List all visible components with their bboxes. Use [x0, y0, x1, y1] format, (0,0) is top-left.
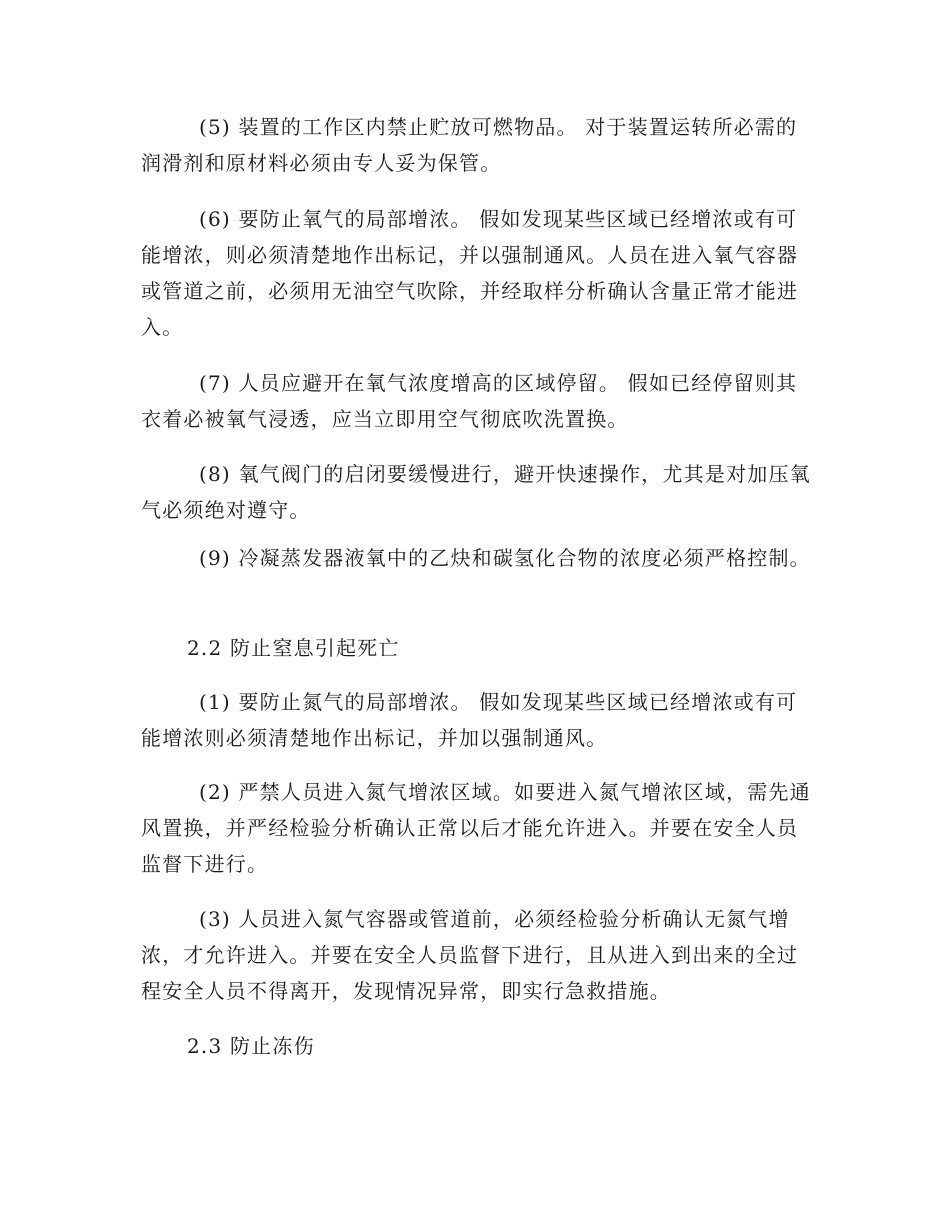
paragraph-item-5: (5) 装置的工作区内禁止贮放可燃物品。 对于装置运转所必需的润滑剂和原材料必须由专人妥为保管。 — [141, 115, 798, 175]
paragraph-item-2: (2) 严禁人员进入氮气增浓区域。如要进入氮气增浓区域，需先通风置换，并严经检验分析确认正常以后才能允许进入。并要在安全人员监督下进行。 — [141, 780, 811, 876]
paragraph-item-8: (8) 氧气阀门的启闭要缓慢进行，避开快速操作，尤其是对加压氧气必须绝对遵守。 — [141, 462, 811, 522]
paragraph-item-1: (1) 要防止氮气的局部增浓。 假如发现某些区域已经增浓或有可能增浓则必须清楚地作出标记，并加以强制通风。 — [141, 690, 798, 750]
section-heading-2-2: 2.2 防止窒息引起死亡 — [187, 636, 400, 660]
section-heading-2-3: 2.3 防止冻伤 — [187, 1034, 315, 1058]
paragraph-item-9: (9) 冷凝蒸发器液氧中的乙炔和碳氢化合物的浓度必须严格控制。 — [199, 546, 811, 570]
paragraph-item-7: (7) 人员应避开在氧气浓度增高的区域停留。 假如已经停留则其衣着必被氧气浸透，应当立即用空气彻底吹洗置换。 — [141, 371, 798, 431]
paragraph-item-6: (6) 要防止氧气的局部增浓。 假如发现某些区域已经增浓或有可能增浓，则必须清楚地作出标记，并以强制通风。人员在进入氧气容器或管道之前，必须用无油空气吹除，并经取样分析确认含量正常才能进入。 — [141, 207, 799, 339]
paragraph-item-3: (3) 人员进入氮气容器或管道前，必须经检验分析确认无氮气增浓，才允许进入。并要在安全人员监督下进行，且从进入到出来的全过程安全人员不得离开，发现情况异常，即实行急救措施。 — [141, 907, 799, 1003]
